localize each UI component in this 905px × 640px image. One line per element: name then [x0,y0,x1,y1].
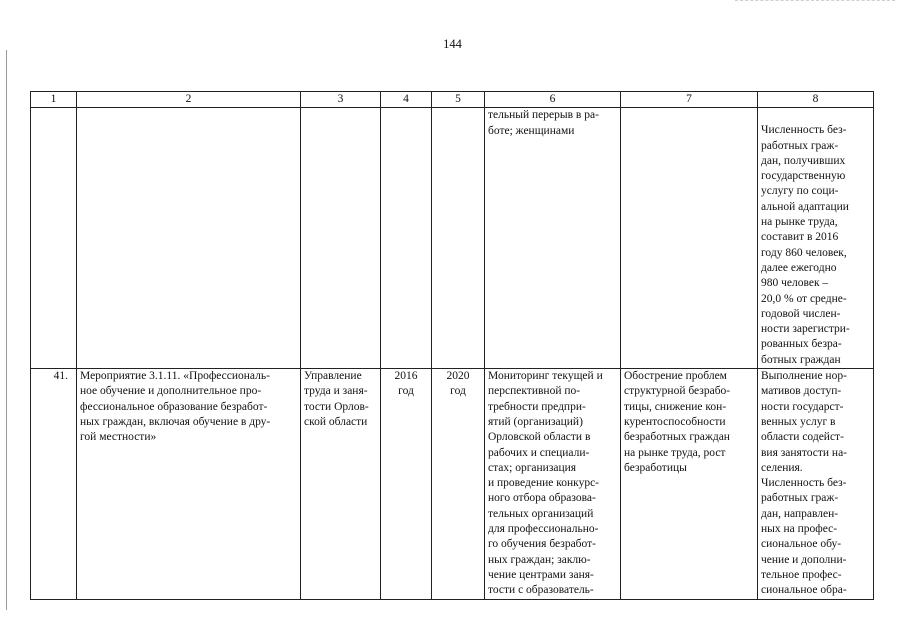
indicator-cell: Выполнение нор- мативов доступ- ности государст- венных услуг в области содейст- вия занятости на- селения. Численность без- работных граж- дан, направлен- ных на профес- сиональное обу- чение и дополни- тельное профес- сиональное обра- [758,369,874,599]
column-header: 6 [485,92,621,108]
column-header: 4 [381,92,432,108]
content-cell: тельный перерыв в ра- боте; женщинами [485,108,621,369]
end-year-cell: 2020 год [432,369,485,599]
executor-cell [301,108,381,369]
table-row [31,108,874,369]
page-number: 144 [443,37,462,51]
end-year-cell [432,108,485,369]
column-header: 2 [77,92,301,108]
executor-cell: Управление труда и заня- тости Орлов- ской области [301,369,381,599]
column-header: 1 [31,92,77,108]
content-cell: Мониторинг текущей и перспективной по- требности предпри- ятий (организаций) Орловской области в рабочих и специали- стах; организация и проведение конкурс- ного отбора образова- тельных организаций для профессионально- го обучения безработ- ных граждан; заклю- чение центрами заня- тости с образователь- [485,369,621,599]
indicator-cell [758,108,874,369]
measure-cell [77,108,301,369]
consequences-cell [621,108,758,369]
column-header: 8 [758,92,874,108]
column-header: 5 [432,92,485,108]
measure-cell: Мероприятие 3.1.11. «Профессиональ- ное обучение и дополнительное про- фессиональное образование безработ- ных граждан, включая обучение в дру- гой местности» [77,369,301,599]
row-number-cell [31,108,77,369]
column-header: 3 [301,92,381,108]
indicator-text: Численность без- работных граж- дан, получивших государственную услугу по соци- альной адаптации на рынке труда, составит в 2016 году 860 человек, далее ежегодно 980 человек – 20,0 % от средне- годовой числен- ности зарегистри- рованных безра- ботных граждан [761,124,850,366]
table-row [31,369,874,599]
row-number-cell: 41. [31,369,77,599]
start-year-cell [381,108,432,369]
column-header: 7 [621,92,758,108]
page-edge-rule [6,50,7,610]
measures-table [30,91,874,600]
scan-edge-mark [735,0,895,2]
consequences-cell: Обострение проблем структурной безрабо- тицы, снижение кон- курентоспособности безработных граждан на рынке труда, рост безработицы [621,369,758,599]
column-number-row [31,92,874,108]
start-year-cell: 2016 год [381,369,432,599]
